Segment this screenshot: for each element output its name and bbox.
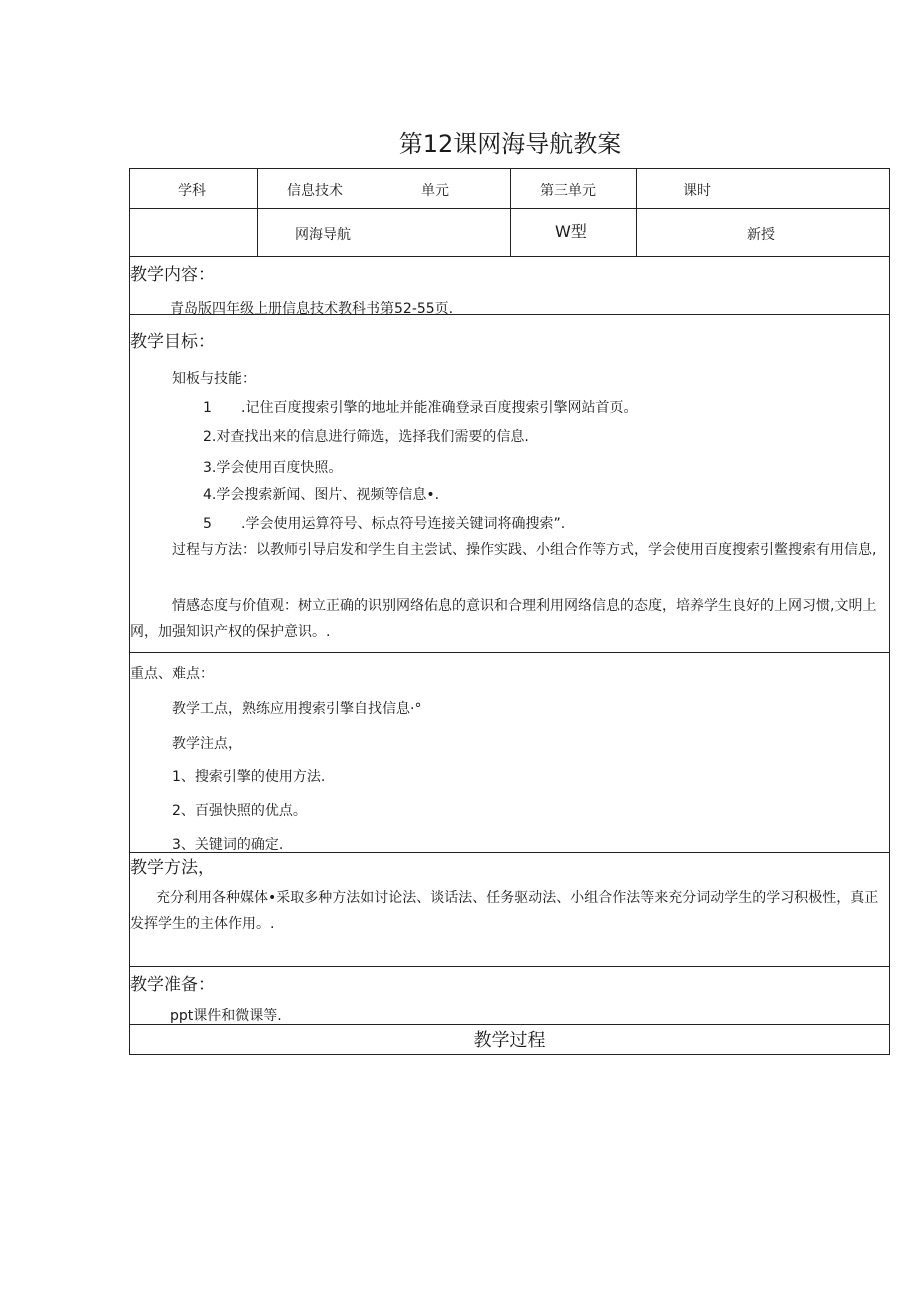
lesson-type-label: W型	[555, 222, 587, 241]
column-divider	[636, 169, 637, 256]
methods-heading: 教学方法，	[130, 858, 215, 878]
lesson-plan-table	[129, 168, 890, 1055]
content-text: 青岛版四年级上册信息技术教科书第52-55页.	[170, 301, 454, 317]
difficult-point-item: 2、百强快照的优点。	[172, 803, 307, 819]
preparation-text: ppt课件和微课等.	[170, 1008, 282, 1024]
document-title: 第12课网海导航教案	[398, 130, 622, 158]
goal-item: .学会使用运算符号、标点符号连接关键词将确搜索”.	[241, 516, 566, 532]
unit-label: 单元	[421, 183, 449, 199]
process-method-text: 过程与方法：以教师引导启发和学生自主尝试、操作实践、小组合作等方式，学会使用百度搜索引鳖搜索有用信息,	[172, 542, 877, 558]
subject-label: 学科	[178, 183, 206, 199]
goal-item: 3.学会使用百度快照。	[203, 460, 343, 476]
row-divider	[130, 256, 889, 257]
difficult-point-item: 3、关键词的确定.	[172, 837, 284, 853]
goal-item: 4.学会搜索新闻、图片、视频等信息•.	[203, 487, 440, 503]
difficult-point-item: 1、搜索引擎的使用方法.	[172, 769, 326, 785]
subject-value: 信息技术	[287, 183, 343, 199]
difficult-point-label: 教学注点，	[172, 736, 242, 752]
goals-heading: 教学目标：	[130, 332, 215, 352]
period-label: 课时	[683, 183, 711, 199]
content-heading: 教学内容：	[130, 265, 215, 285]
attitude-text: 情感态度与价值观：树立正确的识别网络佑息的意识和合理利用网络信息的态度，培养学生良好的上网习惯,文明上网，加强知识产权的保护意识。.	[130, 598, 877, 640]
row-divider	[130, 966, 889, 967]
key-points-heading: 重点、难点：	[130, 666, 214, 682]
goal-number: 5	[203, 516, 212, 532]
row-divider	[130, 652, 889, 653]
goal-item: .记住百度搜索引擎的地址并能准确登录百度搜索引擎网站首页。	[241, 400, 638, 416]
process-title: 教学过程	[473, 1030, 546, 1051]
column-divider	[510, 169, 511, 256]
key-point-text: 教学工点，熟练应用搜索引擎自找信息·°	[172, 701, 422, 717]
lesson-type-value: 新授	[747, 227, 775, 243]
column-divider	[257, 169, 258, 256]
unit-value: 第三单元	[540, 183, 596, 199]
preparation-heading: 教学准备：	[130, 975, 215, 995]
lesson-topic: 网海导航	[295, 227, 351, 243]
goal-item: 2.对查找出来的信息进行筛选，选择我们需要的信息.	[203, 429, 529, 445]
goal-number: 1	[203, 400, 212, 416]
knowledge-label: 知板与技能：	[172, 371, 256, 387]
methods-text: 充分利用各种媒体•采取多种方法如讨论法、谈话法、任务驱动法、小组合作法等来充分词动学生的学习积极性，真正发挥学生的主体作用。.	[130, 890, 879, 932]
